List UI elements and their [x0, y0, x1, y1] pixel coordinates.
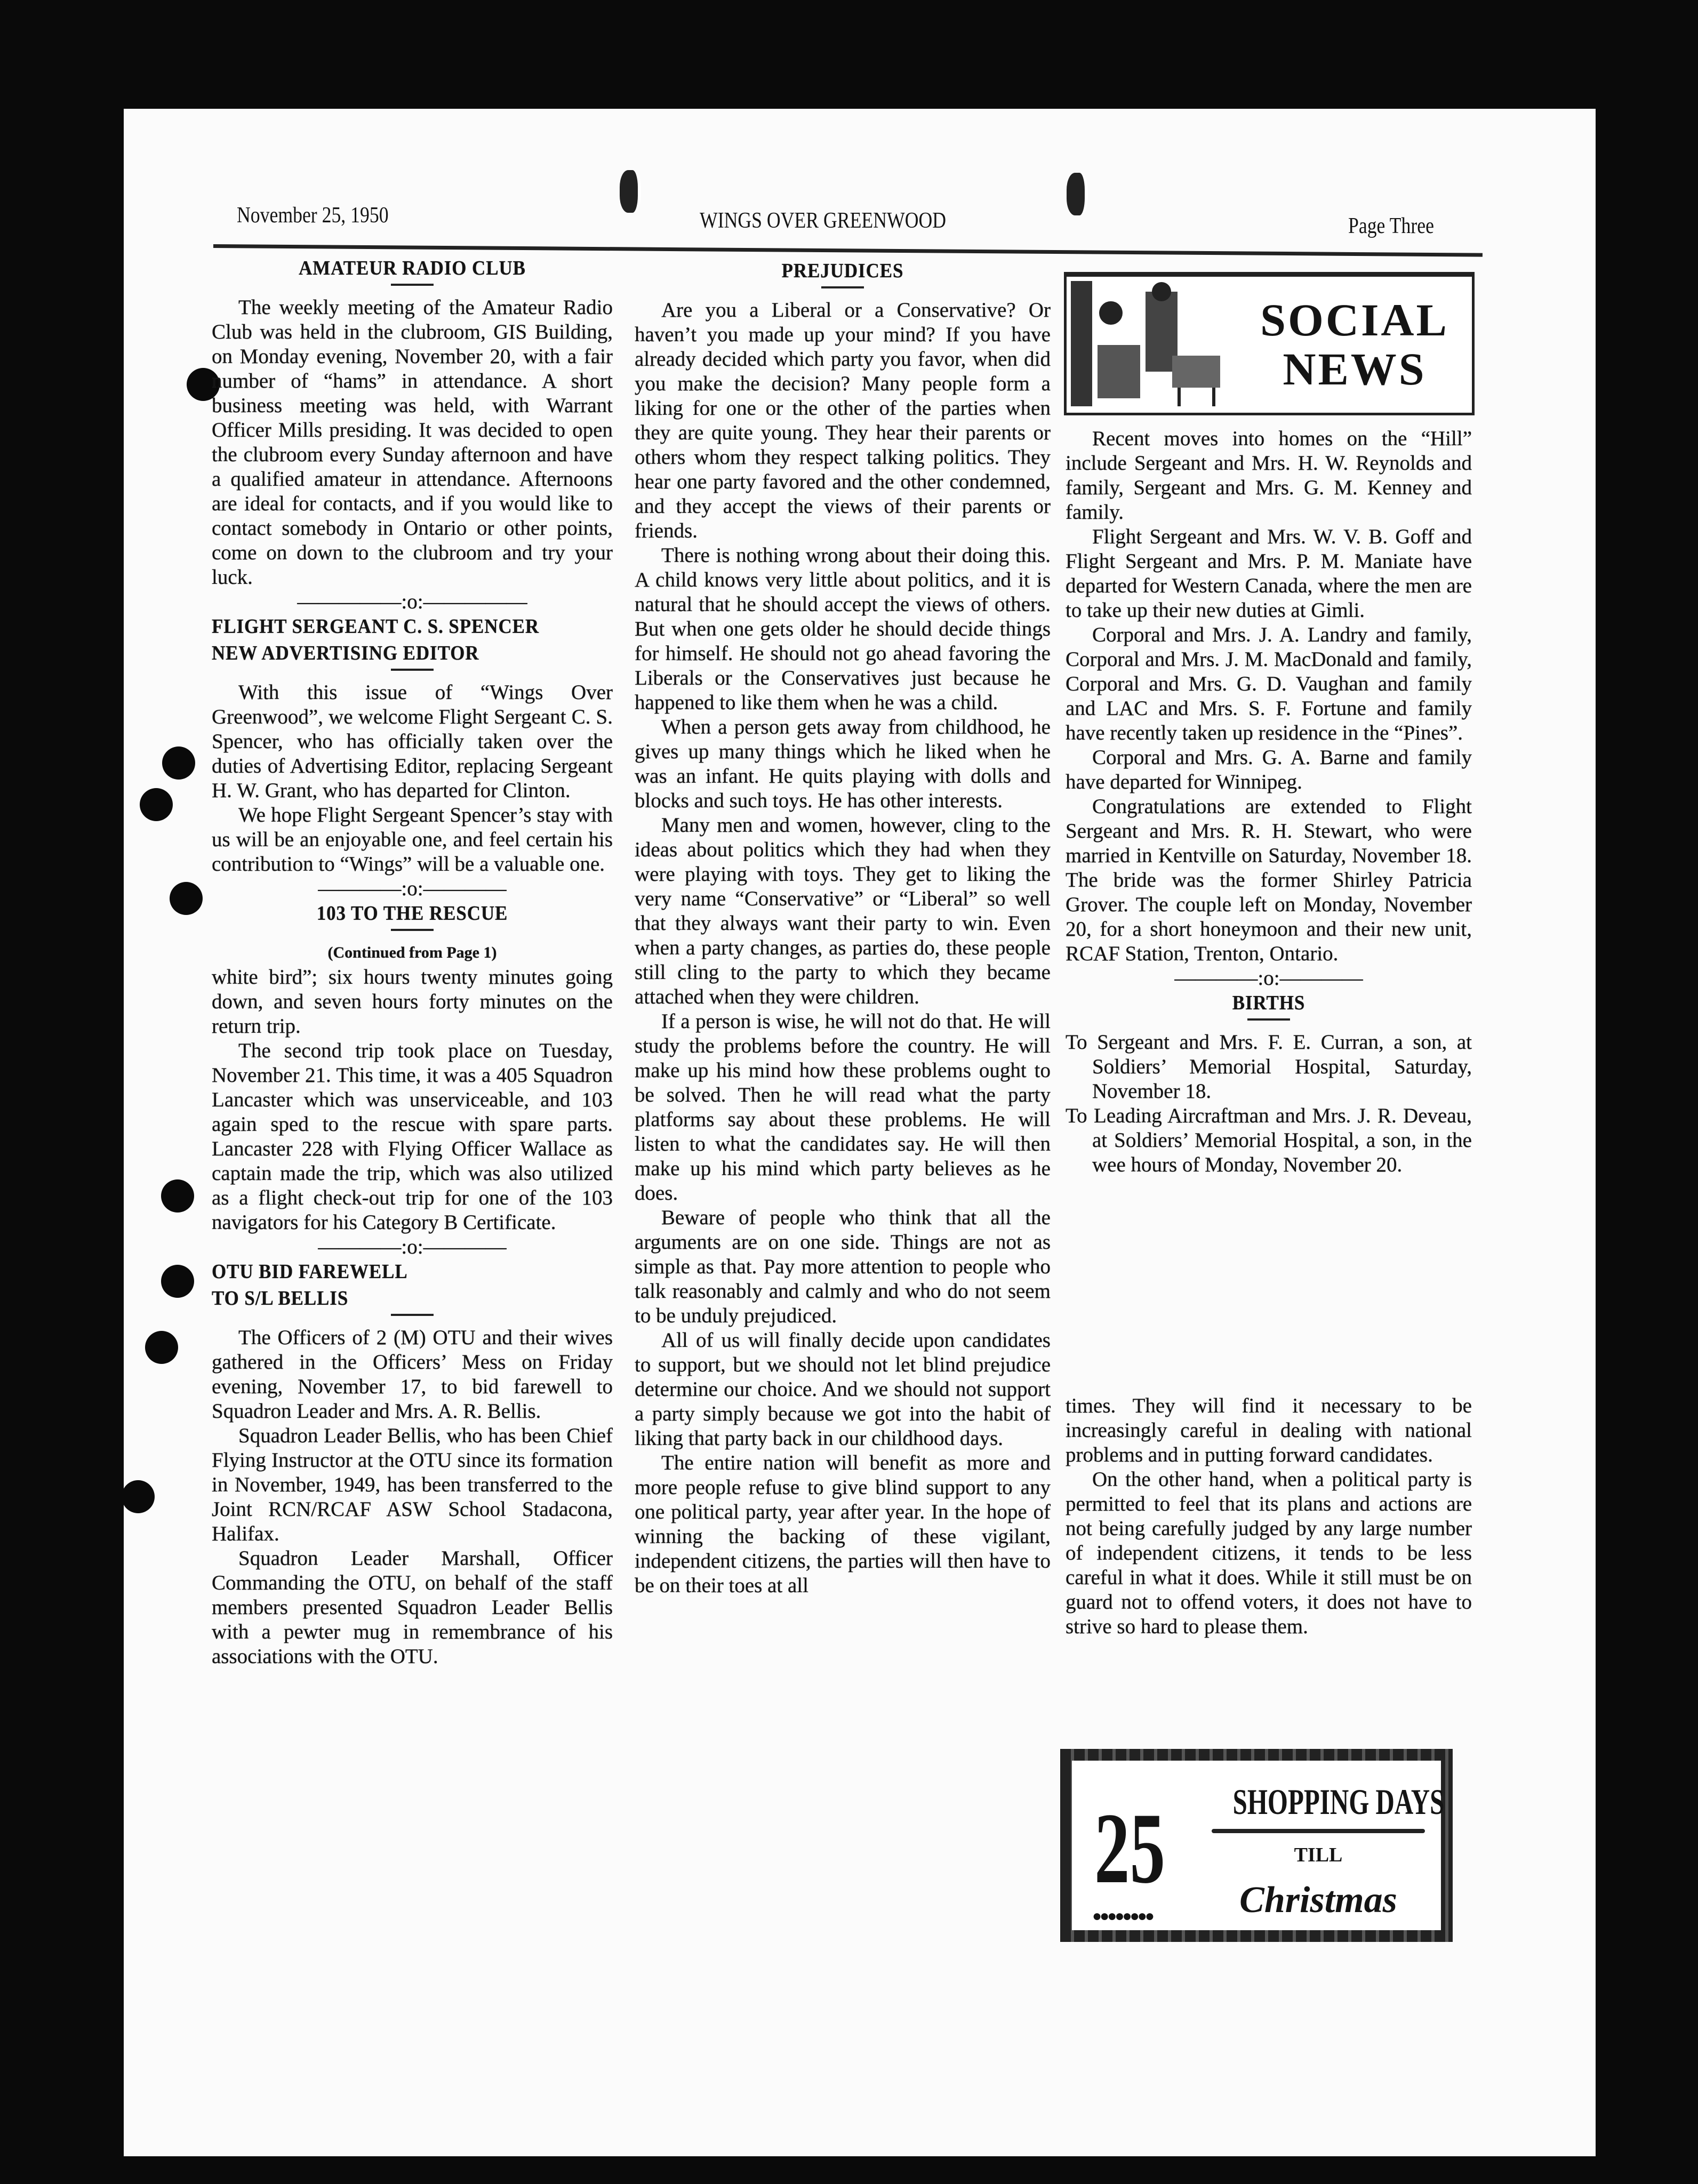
article-paragraph: times. They will find it necessary to be increasingly careful in dealing with national problems and in putting forward candidates. [1066, 1394, 1472, 1466]
article-heading: TO S/L BELLIS [212, 1287, 349, 1310]
section-separator: ————:o:———— [318, 877, 507, 900]
article-paragraph: If a person is wise, he will not do that. He will study the problems before the country. He will make up his mind how these problems ought to be solved. Then he will read what the party platforms say about these problems. He will listen to what the candidates say. He will then make up his mind which party believes as he does. [635, 1010, 1051, 1205]
ad-underline [1212, 1829, 1425, 1833]
heading-rule [1247, 1018, 1290, 1021]
article-paragraph: Flight Sergeant and Mrs. W. V. B. Goff and Flight Sergeant and Mrs. P. M. Maniate have departed for Western Canada, where the men are to take up their new duties at Gimli. [1066, 525, 1472, 622]
section-separator: ————:o:———— [318, 1235, 507, 1258]
article-heading: FLIGHT SERGEANT C. S. SPENCER [212, 615, 540, 638]
article-paragraph: We hope Flight Sergeant Spencer’s stay with us will be an enjoyable one, and feel certain his contribution to “Wings” will be a valuable one. [212, 804, 613, 876]
article-paragraph: With this issue of “Wings Over Greenwood”, we welcome Flight Sergeant C. S. Spencer, who has officially taken over the duties of Advertising Editor, replacing Sergeant H. W. Grant, who has departed for Clinton. [212, 681, 613, 802]
social-illustration-icon [1071, 281, 1226, 406]
section-separator: —————:o:————— [297, 590, 527, 613]
article-paragraph: Beware of people who think that all the arguments are on one side. Things are not as simple as that. Pay more attention to people who talk reasonably and calmly and who do not seem to be unduly prejudiced. [635, 1206, 1051, 1327]
article-paragraph: white bird”; six hours twenty minutes going down, and seven hours forty minutes on the return trip. [212, 966, 613, 1038]
article-paragraph: Recent moves into homes on the “Hill” include Sergeant and Mrs. H. W. Reynolds and family, Sergeant and Mrs. G. M. Kenney and family. [1066, 427, 1472, 524]
till-label: TILL [1294, 1844, 1343, 1866]
column-3 [1066, 427, 1472, 1177]
article-heading: BIRTHS [1232, 992, 1305, 1014]
article-paragraph: To Sergeant and Mrs. F. E. Curran, a son, at Soldiers’ Memorial Hospital, Saturday, November 18. [1066, 1031, 1472, 1103]
article-paragraph: Corporal and Mrs. G. A. Barne and family have departed for Winnipeg. [1066, 746, 1472, 793]
heading-rule [821, 286, 864, 288]
newspaper-title: WINGS OVER GREENWOOD [700, 208, 947, 233]
article-paragraph: The weekly meeting of the Amateur Radio Club was held in the clubroom, GIS Building, on Monday evening, November 20, with a fair number of “hams” in attendance. A short business meeting was held, with Warrant Officer Mills presiding. It was decided to open the clubroom every Sunday afternoon and have a qualified amateur in attendance. Afternoons are ideal for contacts, and if you would like to contact somebody in Ontario or other points, come on down to the clubroom and try your luck. [212, 296, 613, 589]
heading-rule [391, 929, 434, 931]
column-2 [635, 259, 1051, 1598]
page-number: Page Three [1348, 214, 1434, 238]
squiggle-ornament: ●●●●●●●● [1092, 1907, 1152, 1925]
news-title: NEWS [1283, 343, 1427, 395]
continued-note: (Continued from Page 1) [327, 944, 497, 961]
article-paragraph: The second trip took place on Tuesday, November 21. This time, it was a 405 Squadron Lancaster which was unserviceable, and 103 again sped to the rescue with spare parts. Lancaster 228 with Flying Officer Wallace as captain made the trip, which was also utilized as a flight check-out trip for one of the 103 navigators for his Category B Certificate. [212, 1039, 613, 1234]
days-count: 25 [1094, 1793, 1165, 1905]
punch-hole [162, 746, 195, 780]
article-paragraph: When a person gets away from childhood, he gives up many things which he liked when he was an infant. He quits playing with dolls and blocks and such toys. He has other interests. [635, 716, 1051, 812]
article-paragraph: Are you a Liberal or a Conservative? Or haven’t you made up your mind? If you have already decided which party you favor, when did you make the decision? Many people form a liking for one or the other of the parties when they are quite young. They hear their parents or others whom they respect talking politics. They hear one party favored and the other condemned, and they accept the views of their parents or friends. [635, 299, 1051, 542]
heading-rule [391, 284, 434, 286]
article-paragraph: The Officers of 2 (M) OTU and their wives gathered in the Officers’ Mess on Friday evening, November 17, to bid farewell to Squadron Leader and Mrs. A. R. Bellis. [212, 1326, 613, 1423]
article-paragraph: Corporal and Mrs. J. A. Landry and family, Corporal and Mrs. J. M. MacDonald and family, Corporal and Mrs. G. D. Vaughan and family and LAC and Mrs. S. F. Fortune and family have recently taken up residence in the “Pines”. [1066, 623, 1472, 744]
christmas-label: Christmas [1239, 1880, 1397, 1921]
article-heading: 103 TO THE RESCUE [316, 902, 508, 925]
social-title: SOCIAL [1260, 294, 1449, 346]
punch-hole [145, 1331, 178, 1364]
heading-rule [391, 669, 434, 671]
punch-hole [122, 1480, 155, 1513]
article-paragraph: The entire nation will benefit as more and more people refuse to give blind support to any one political party, year after year. In the hope of winning the backing of these vigilant, independent citizens, the parties will then have to be on their toes at all [635, 1451, 1051, 1597]
social-news-banner [1064, 272, 1475, 415]
article-paragraph: All of us will finally decide upon candidates to support, but we should not let blind prejudice determine our choice. And we should not support a party simply because we got into the habit of liking that party back in our childhood days. [635, 1329, 1051, 1450]
binder-clip [1067, 173, 1088, 215]
section-separator: ————:o:———— [1174, 967, 1363, 990]
article-heading: NEW ADVERTISING EDITOR [212, 642, 479, 664]
punch-hole [161, 1179, 194, 1213]
article-heading: OTU BID FAREWELL [212, 1260, 408, 1283]
punch-hole [161, 1265, 194, 1298]
article-heading: AMATEUR RADIO CLUB [299, 257, 526, 279]
punch-hole [170, 882, 203, 915]
article-paragraph: Congratulations are extended to Flight Sergeant and Mrs. R. H. Stewart, who were married in Kentville on Saturday, November 18. The bride was the former Shirley Patricia Grover. The couple left on Monday, November 20, for a short honeymoon and their new unit, RCAF Station, Trenton, Ontario. [1066, 795, 1472, 965]
article-paragraph: On the other hand, when a political party is permitted to feel that its plans and actions are not being carefully judged by any large number of independent citizens, it tends to be less careful in what it does. While it still must be on guard not to offend voters, it does not have to strive so hard to please them. [1066, 1468, 1472, 1638]
article-paragraph: There is nothing wrong about their doing this. A child knows very little about politics, and it is natural that he should accept the views of others. But when one gets older he should decide things for himself. He should not go ahead favoring the Liberals or the Conservatives just because he happened to like them when he was a child. [635, 544, 1051, 714]
shopping-days-label: SHOPPING DAYS [1232, 1781, 1445, 1822]
shopping-days-ad [1060, 1749, 1453, 1942]
article-paragraph: To Leading Aircraftman and Mrs. J. R. Deveau, at Soldiers’ Memorial Hospital, a son, in the wee hours of Monday, November 20. [1066, 1104, 1472, 1176]
article-paragraph: Squadron Leader Bellis, who has been Chief Flying Instructor at the OTU since its formation in November, 1949, has been transferred to the Joint RCN/RCAF ASW School Stadacona, Halifax. [212, 1424, 613, 1545]
article-paragraph: Squadron Leader Marshall, Officer Commanding the OTU, on behalf of the staff members presented Squadron Leader Bellis with a pewter mug in remembrance of his associations with the OTU. [212, 1547, 613, 1668]
heading-rule [391, 1314, 434, 1316]
article-paragraph: Many men and women, however, cling to the ideas about politics which they had when they were playing with toys. They get to liking the very name “Conservative” or “Liberal” so well that they always want their party to win. Even when a party changes, as parties do, these people still cling to the party to which they became attached when they were children. [635, 814, 1051, 1008]
issue-date: November 25, 1950 [237, 203, 389, 228]
article-heading: PREJUDICES [781, 260, 904, 282]
punch-hole [140, 788, 173, 821]
column-3-continuation [1066, 1394, 1472, 1639]
binder-clip [620, 170, 641, 213]
column-1 [212, 256, 613, 1669]
